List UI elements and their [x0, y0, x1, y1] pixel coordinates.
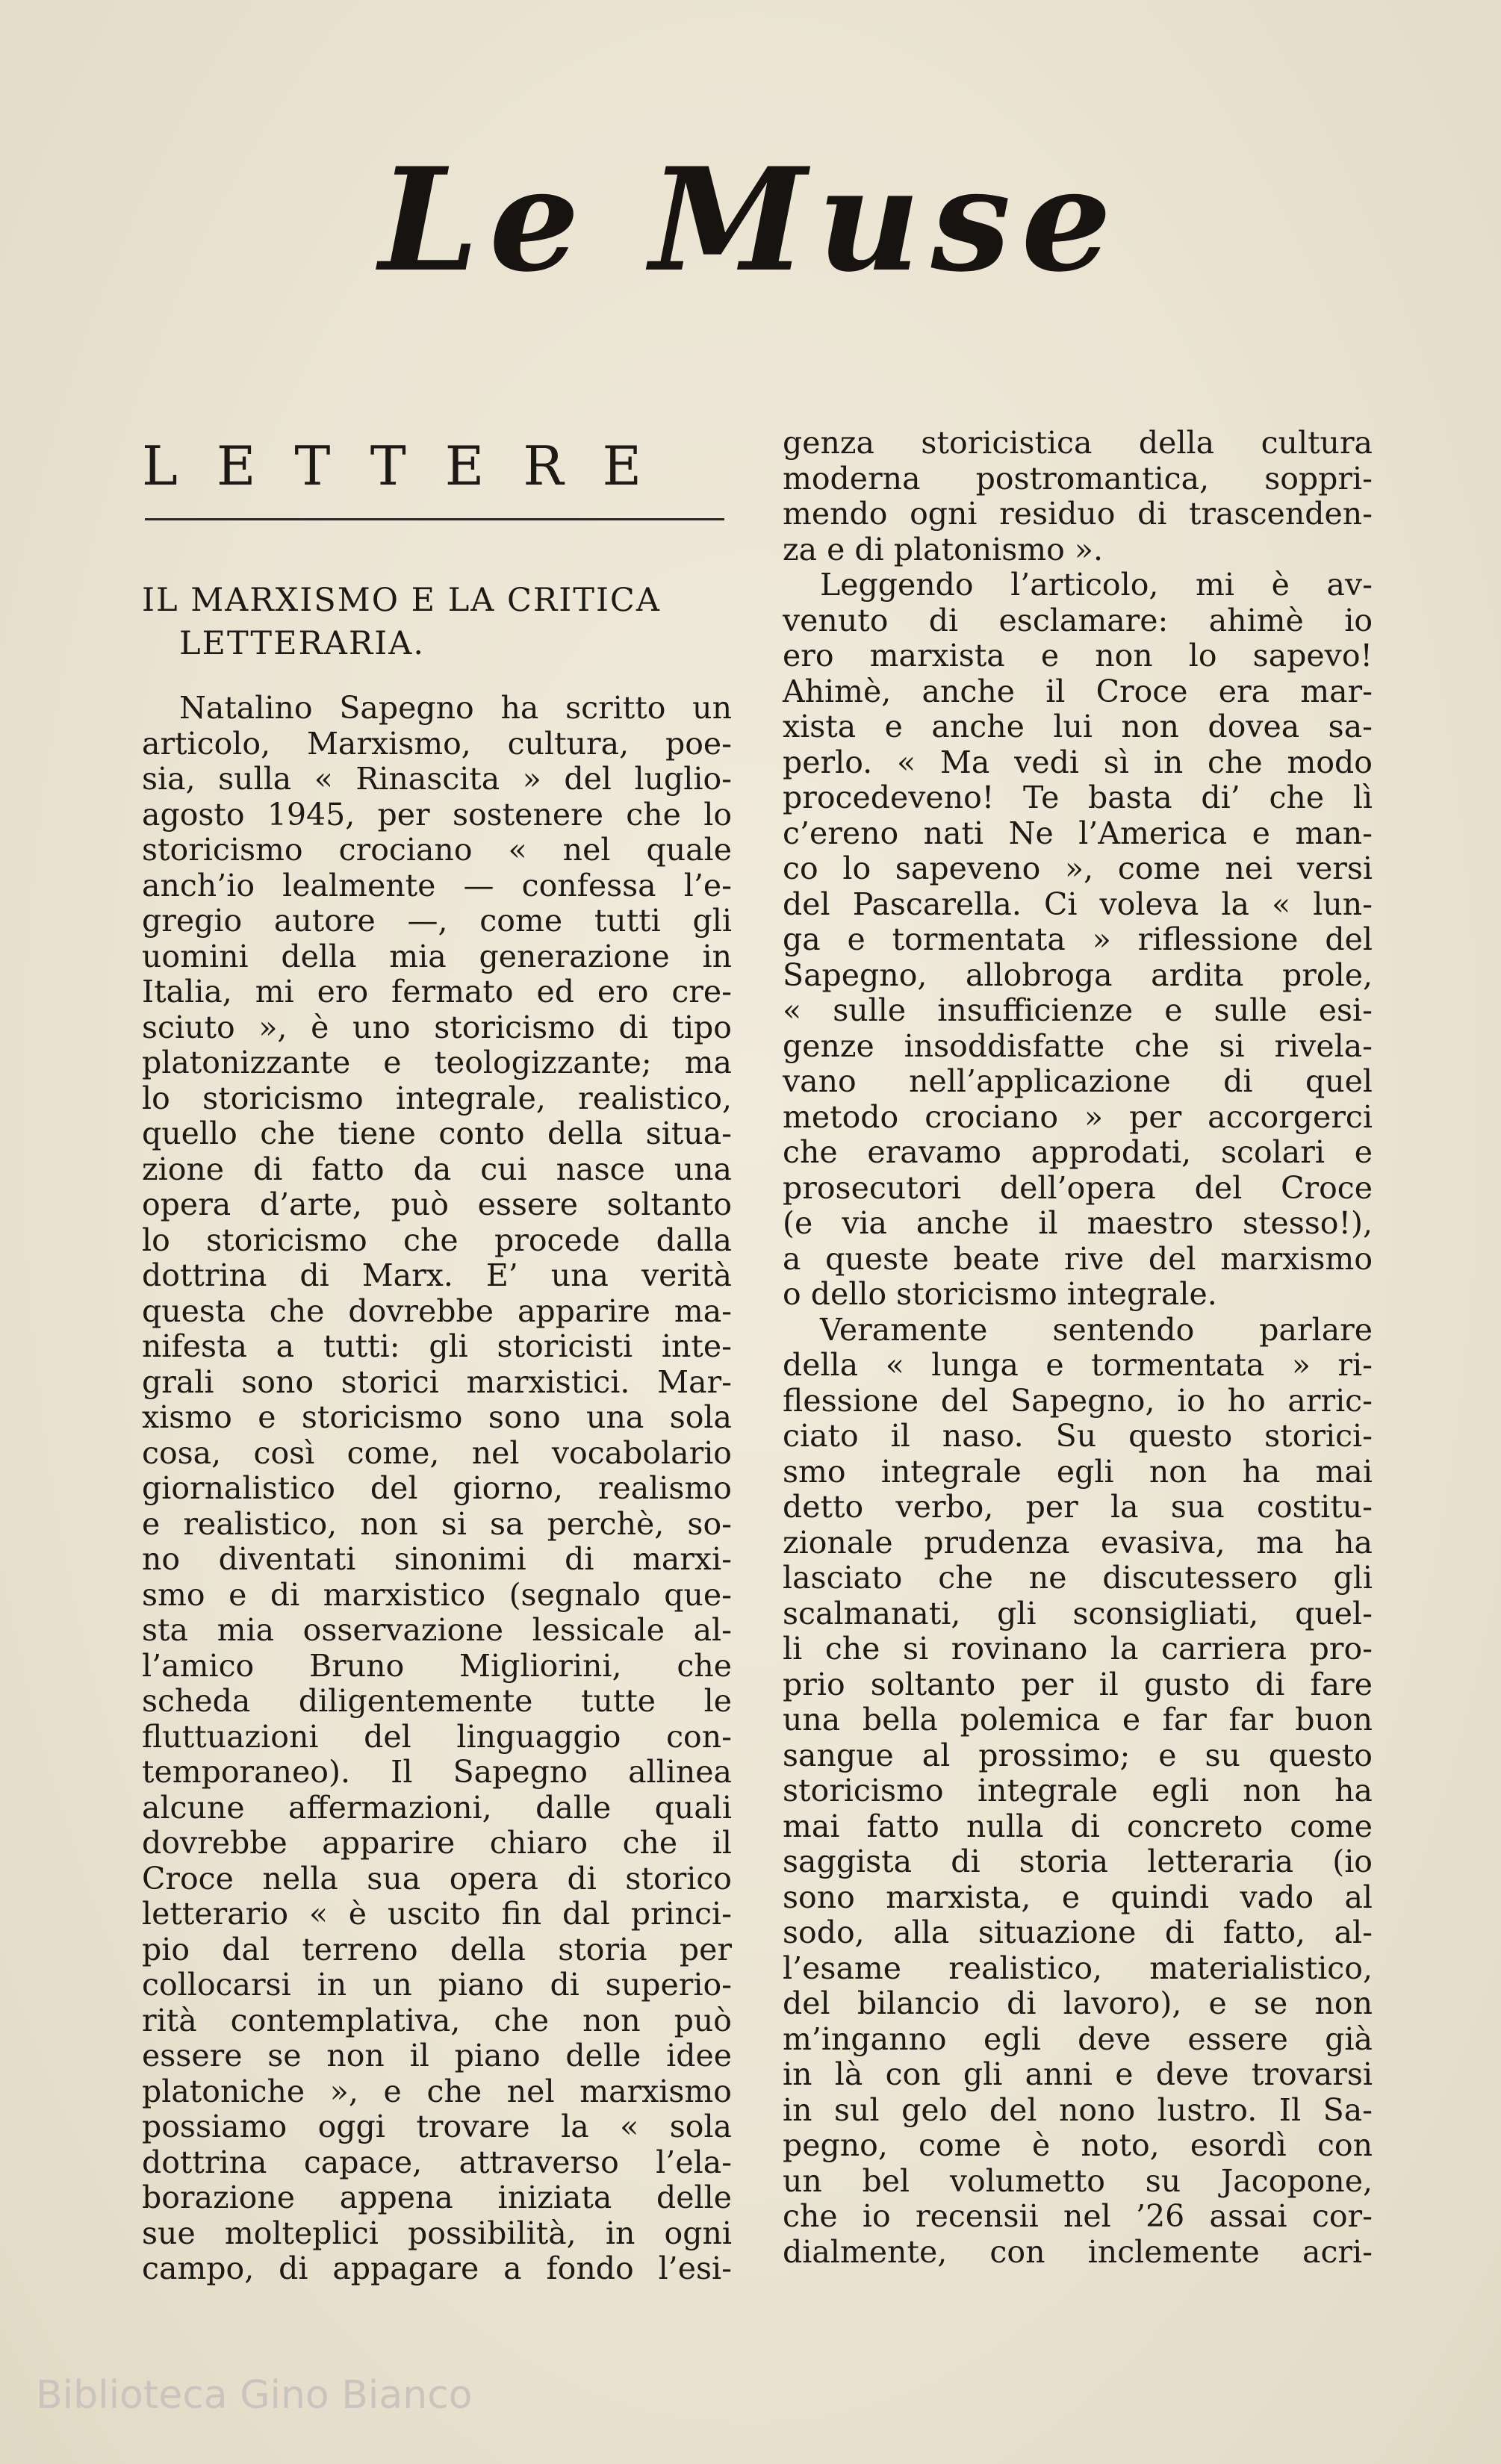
text-line: opera d’arte, può essere soltanto: [142, 1186, 732, 1222]
right-column-paragraph-3: [783, 1313, 1373, 2271]
text-line: li che si rovinano la carriera pro-: [783, 1631, 1373, 1667]
text-line: dottrina capace, attraverso l’ela-: [142, 2144, 732, 2180]
text-line: venuto di esclamare: ahimè io: [783, 602, 1373, 638]
text-line: prosecutori dell’opera del Croce: [783, 1169, 1373, 1206]
text-line: smo integrale egli non ha mai: [783, 1453, 1373, 1490]
article-heading: [142, 579, 732, 665]
text-line: Veramente sentendo parlare: [820, 1311, 1373, 1348]
text-line: campo, di appagare a fondo l’esi-: [142, 2250, 732, 2286]
text-line: « sulle insufficienze e sulle esi-: [783, 992, 1373, 1028]
text-line: genza storicistica della cultura: [783, 425, 1373, 461]
text-line: flessione del Sapegno, io ho arric-: [783, 1382, 1373, 1419]
text-line: metodo crociano » per accorgerci: [783, 1098, 1373, 1135]
text-line: lasciato che ne discutessero gli: [783, 1560, 1373, 1596]
text-line: del bilancio di lavoro), e se non: [783, 1985, 1373, 2021]
right-column-paragraph-2: [783, 567, 1373, 1313]
text-line: vano nell’applicazione di quel: [783, 1063, 1373, 1099]
text-line: collocarsi in un piano di superio-: [142, 1967, 732, 2003]
text-line: l’amico Bruno Migliorini, che: [142, 1647, 732, 1684]
text-line: Sapegno, allobroga ardita prole,: [783, 956, 1373, 993]
text-line: sangue al prossimo; e su questo: [783, 1737, 1373, 1773]
text-line: m’inganno egli deve essere già: [783, 2020, 1373, 2057]
text-line: Ahimè, anche il Croce era mar-: [783, 673, 1373, 709]
masthead-title: Le Muse: [379, 137, 1122, 303]
text-line: smo e di marxistico (segnalo que-: [142, 1576, 732, 1613]
article-heading-line: IL MARXISMO E LA CRITICA: [142, 582, 661, 619]
text-line: in là con gli anni e deve trovarsi: [783, 2056, 1373, 2092]
text-line: grali sono storici marxistici. Mar-: [142, 1363, 732, 1400]
text-line: ero marxista e non lo sapevo!: [783, 638, 1373, 673]
text-line: moderna postromantica, soppri-: [783, 460, 1373, 497]
text-line: prio soltanto per il gusto di fare: [783, 1666, 1373, 1702]
text-line: co lo sapeveno », come nei versi: [783, 850, 1373, 886]
text-line: sono marxista, e quindi vado al: [783, 1879, 1373, 1915]
text-line: in sul gelo del nono lustro. Il Sa-: [783, 2091, 1373, 2128]
right-column-paragraph-1: [783, 426, 1373, 567]
text-line: della « lunga e tormentata » ri-: [783, 1347, 1373, 1383]
text-line: ga e tormentata » riflessione del: [783, 921, 1373, 957]
text-line: zione di fatto da cui nasce una: [142, 1151, 732, 1187]
text-line: no diventati sinonimi di marxi-: [142, 1541, 732, 1577]
text-line: ciato il naso. Su questo storici-: [783, 1418, 1373, 1454]
text-line: storicismo crociano « nel quale: [142, 832, 732, 868]
section-title: LETTERE: [142, 435, 681, 497]
text-line: mai fatto nulla di concreto come: [783, 1808, 1373, 1844]
text-line: dottrina di Marx. E’ una verità: [142, 1257, 732, 1293]
text-line: uomini della mia generazione in: [142, 938, 732, 974]
text-line: Leggendo l’articolo, mi è av-: [820, 567, 1373, 603]
text-line: sue molteplici possibilità, in ogni: [142, 2215, 732, 2251]
left-column: [142, 426, 732, 2287]
text-line: platonizzante e teologizzante; ma: [142, 1045, 732, 1080]
text-line: agosto 1945, per sostenere che lo: [142, 796, 732, 833]
text-line: xista e anche lui non dovea sa-: [783, 709, 1373, 744]
text-line: Natalino Sapegno ha scritto un: [179, 690, 732, 726]
text-line: sodo, alla situazione di fatto, al-: [783, 1914, 1373, 1950]
text-line: Croce nella sua opera di storico: [142, 1860, 732, 1897]
text-line: perlo. « Ma vedi sì in che modo: [783, 744, 1373, 780]
text-line: articolo, Marxismo, cultura, poe-: [142, 725, 732, 762]
library-watermark: Biblioteca Gino Bianco: [36, 2373, 473, 2418]
text-line: a queste beate rive del marxismo: [783, 1240, 1373, 1277]
right-column: [783, 426, 1373, 2270]
text-line: e realistico, non si sa perchè, so-: [142, 1505, 732, 1542]
article-heading-line: LETTERARIA.: [179, 625, 426, 662]
text-line: temporaneo). Il Sapegno allinea: [142, 1754, 732, 1790]
text-line: una bella polemica e far far buon: [783, 1702, 1373, 1737]
text-line: genze insoddisfatte che si rivela-: [783, 1027, 1373, 1064]
text-line: questa che dovrebbe apparire ma-: [142, 1292, 732, 1329]
text-line: dialmente, con inclemente acri-: [783, 2233, 1373, 2270]
text-line: xismo e storicismo sono una sola: [142, 1399, 732, 1435]
text-line: che io recensii nel ’26 assai cor-: [783, 2198, 1373, 2234]
text-line: pegno, come è noto, esordì con: [783, 2127, 1373, 2163]
text-line: scalmanati, gli sconsigliati, quel-: [783, 1595, 1373, 1631]
text-line: storicismo integrale egli non ha: [783, 1773, 1373, 1808]
text-line: mendo ogni residuo di trascenden-: [783, 496, 1373, 532]
text-line: c’ereno nati Ne l’America e man-: [783, 815, 1373, 851]
text-line: gregio autore —, come tutti gli: [142, 903, 732, 939]
text-line: alcune affermazioni, dalle quali: [142, 1789, 732, 1826]
text-line: pio dal terreno della storia per: [142, 1931, 732, 1967]
text-line: nifesta a tutti: gli storicisti inte-: [142, 1328, 732, 1364]
text-line: dovrebbe apparire chiaro che il: [142, 1825, 732, 1861]
text-line: za e di platonismo ».: [783, 531, 1103, 567]
text-line: zionale prudenza evasiva, ma ha: [783, 1524, 1373, 1561]
text-line: platoniche », e che nel marxismo: [142, 2073, 732, 2109]
text-line: anch’io lealmente — confessa l’e-: [142, 867, 732, 903]
text-line: Italia, mi ero fermato ed ero cre-: [142, 974, 732, 1009]
text-line: letterario « è uscito fin dal princi-: [142, 1896, 732, 1932]
text-line: lo storicismo integrale, realistico,: [142, 1080, 732, 1116]
text-line: sia, sulla « Rinascita » del luglio-: [142, 761, 732, 797]
text-line: lo storicismo che procede dalla: [142, 1222, 732, 1258]
text-line: sta mia osservazione lessicale al-: [142, 1612, 732, 1648]
text-line: fluttuazioni del linguaggio con-: [142, 1718, 732, 1755]
text-line: detto verbo, per la sua costitu-: [783, 1489, 1373, 1525]
text-line: procedeveno! Te basta di’ che lì: [783, 780, 1373, 815]
text-line: (e via anche il maestro stesso!),: [783, 1205, 1373, 1241]
text-line: scheda diligentemente tutte le: [142, 1683, 732, 1719]
text-line: giornalistico del giorno, realismo: [142, 1470, 732, 1506]
text-line: un bel volumetto su Jacopone,: [783, 2162, 1373, 2199]
text-line: cosa, così come, nel vocabolario: [142, 1434, 732, 1471]
text-line: essere se non il piano delle idee: [142, 2038, 732, 2073]
text-line: borazione appena iniziata delle: [142, 2180, 732, 2215]
text-line: quello che tiene conto della situa-: [142, 1116, 732, 1151]
text-line: l’esame realistico, materialistico,: [783, 1950, 1373, 1986]
text-line: del Pascarella. Ci voleva la « lun-: [783, 886, 1373, 922]
text-line: rità contemplativa, che non può: [142, 2002, 732, 2038]
text-line: o dello storicismo integrale.: [783, 1276, 1217, 1312]
text-line: sciuto », è uno storicismo di tipo: [142, 1009, 732, 1045]
section-divider: [145, 518, 724, 520]
left-column-body: [142, 691, 732, 2287]
text-line: che eravamo approdati, scolari e: [783, 1134, 1373, 1170]
text-line: saggista di storia letteraria (io: [783, 1844, 1373, 1879]
text-line: possiamo oggi trovare la « sola: [142, 2109, 732, 2144]
